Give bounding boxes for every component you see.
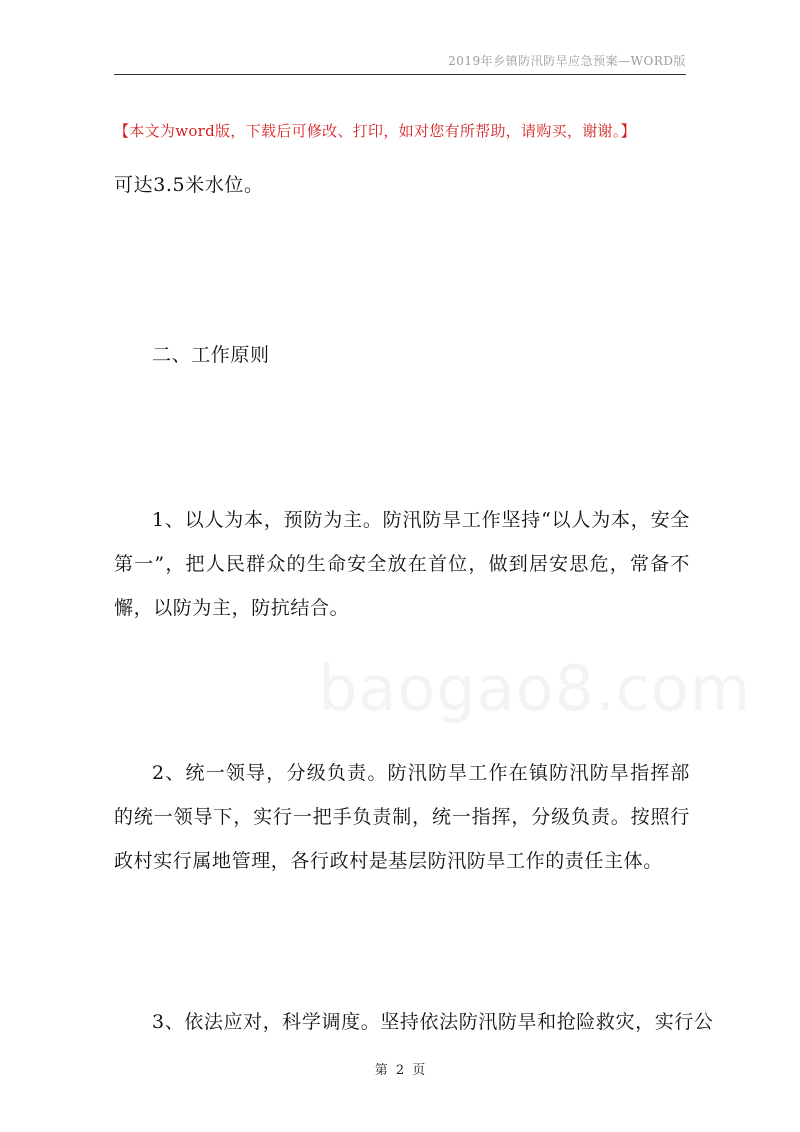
running-header: 2019年乡镇防汛防旱应急预案—WORD版 [448, 54, 686, 68]
watermark [318, 652, 751, 725]
principle-item-1: 1、以人为本，预防为主。防汛防旱工作坚持“以人为本，安全第一”，把人民群众的生命安全放在首位，做到居安思危，常备不懈，以防为主，防抗结合。 [114, 509, 690, 619]
page-footer [0, 1059, 800, 1078]
page-prefix: 第 [374, 1063, 388, 1078]
principle-item-3: 3、依法应对，科学调度。坚持依法防汛防旱和抢险救灾，实行公 [152, 1011, 714, 1033]
paragraph-continuation: 可达3.5米水位。 [114, 174, 264, 196]
section-heading: 二、工作原则 [152, 344, 270, 366]
principle-item-2: 2、统一领导，分级负责。防汛防旱工作在镇防汛防旱指挥部的统一领导下，实行一把手负责制，统一指挥，分级负责。按照行政村实行属地管理，各行政村是基层防汛防旱工作的责任主体。 [114, 762, 690, 872]
header-rule [114, 74, 686, 75]
page-number: 2 [395, 1063, 405, 1078]
page-suffix: 页 [412, 1063, 426, 1078]
download-notice: 【本文为word版，下载后可修改、打印，如对您有所帮助，请购买，谢谢。】 [114, 122, 636, 140]
